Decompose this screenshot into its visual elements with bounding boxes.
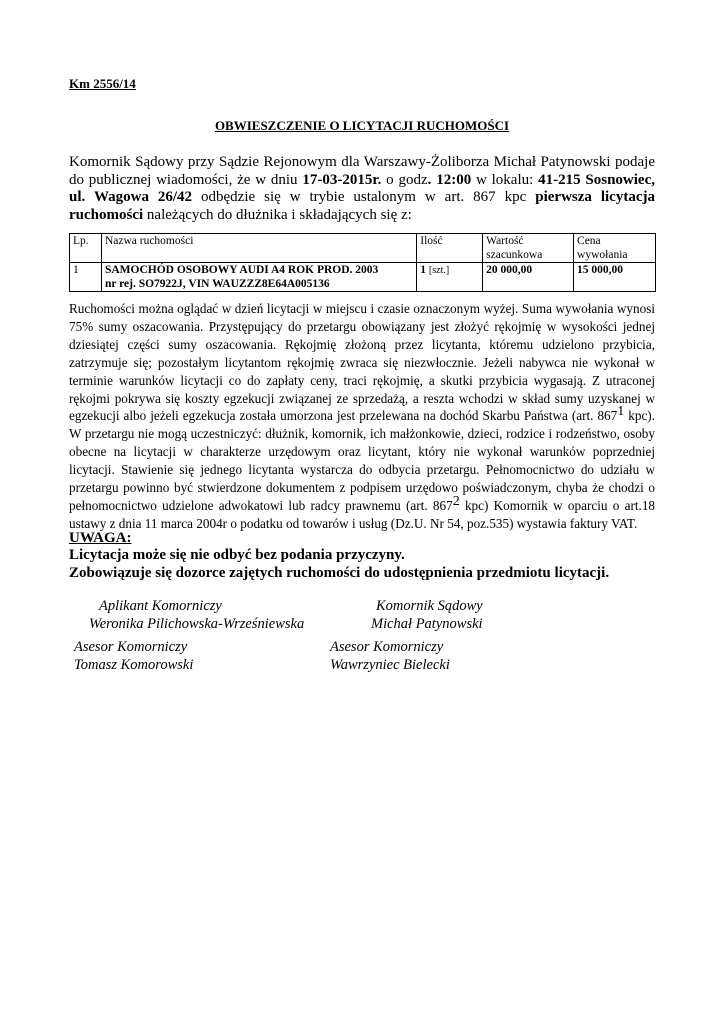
intro-text-4: w lokalu: bbox=[471, 171, 539, 188]
row-price: 15 000,00 bbox=[574, 263, 656, 292]
signature-name: Tomasz Komorowski bbox=[74, 657, 194, 673]
row-value: 20 000,00 bbox=[483, 263, 574, 292]
intro-text-6: należących do dłużnika i składających się z: bbox=[143, 206, 412, 223]
row-qty-unit: [szt.] bbox=[428, 265, 450, 276]
case-number: Km 2556/14 bbox=[69, 76, 136, 91]
header-value-line-1: Wartość bbox=[486, 235, 524, 247]
header-price-line-2: wywołania bbox=[577, 249, 628, 261]
notice-heading: UWAGA: bbox=[69, 530, 132, 546]
header-value-line-2: szacunkowa bbox=[486, 249, 543, 261]
intro-text-3: . bbox=[427, 171, 437, 188]
auction-type: pierwsza licytacja ruchomości bbox=[69, 189, 655, 223]
signature-role: Asesor Komorniczy bbox=[74, 639, 188, 655]
items-table bbox=[69, 233, 656, 292]
table-row bbox=[70, 263, 656, 292]
header-lp: Lp. bbox=[70, 234, 102, 263]
document-title: OBWIESZCZENIE O LICYTACJI RUCHOMOŚCI bbox=[214, 118, 510, 133]
header-value bbox=[483, 234, 574, 263]
signature-block bbox=[371, 597, 483, 633]
row-name-line-1: SAMOCHÓD OSOBOWY AUDI A4 ROK PROD. 2003 bbox=[104, 264, 379, 276]
intro-text-5: odbędzie się w trybie ustalonym w art. 867 kpc bbox=[192, 189, 536, 205]
terms-paragraph bbox=[69, 300, 655, 533]
terms-text-1: Ruchomości można oglądać w dzień licytacji w miejscu i czasie oznaczonym wyżej. Suma wywołania wynosi 75% sumy oszacowania. Przystępujący do przetargu obowiązany jest złożyć rękojmię w wysokości jednej dziesiątej części sumy oszacowania. Rękojmię złożoną przez licytanta, któremu udzielono przybicia, zatrzymuje się; pozostałym licytantom rękojmię zwraca się niezwłocznie. Jeżeli nabywca nie wykonał w terminie warunków licytacji co do zapłaty ceny, traci rękojmię, a skutki przybicia wygasają. Z utraconej rękojmi pokrywa się koszty egzekucji związanej ze sprzedażą, a reszta wchodzi w skład sumy uzyskanej w egzekucji albo jeżeli egzekucja została umorzona jest przelewana na dochód Skarbu Państwa (art. 867 bbox=[69, 301, 655, 424]
row-qty-value: 1 bbox=[420, 264, 427, 276]
header-name: Nazwa ruchomości bbox=[101, 234, 416, 263]
row-name-line-2: nr rej. SO7922J, VIN WAUZZZ8E64A005136 bbox=[104, 278, 330, 290]
terms-text-3: kpc) Komornik w oparciu o art.18 ustawy z dnia 11 marca 2004r o podatku od towarów i usług (Dz.U. Nr 54, poz.535) wystawia faktury VAT. bbox=[69, 497, 656, 531]
signature-role: Asesor Komorniczy bbox=[330, 639, 444, 655]
intro-text-1: Komornik Sądowy przy Sądzie Rejonowym dla Warszawy-Żoliborza Michał Patynowski podaje do publicznej wiadomości, że w dniu bbox=[69, 154, 655, 188]
article-superscript-2: 2 bbox=[452, 493, 460, 509]
intro-paragraph bbox=[69, 154, 655, 224]
signature-name: Wawrzyniec Bielecki bbox=[330, 657, 450, 673]
signature-name: Weronika Pilichowska-Wrześniewska bbox=[89, 616, 305, 632]
auction-location: 41-215 Sosnowiec, ul. Wagowa 26/42 bbox=[69, 171, 655, 205]
terms-text-2: kpc). W przetargu nie mogą uczestniczyć: dłużnik, komornik, ich małżonkowie, dzieci, rodzice i rodzeństwo, osoby obecne na licytacji w charakterze urzędowym oraz licytant, który nie wykonał warunków poprzedniej licytacji. Stawienie się jednego licytanta wystarcza do odbycia przetargu. Pełnomocnictwo do udziału w przetargu powinno być stwierdzone dokumentem z podpisem urzędowo poświadczonym, chyba że chodzi o pełnomocnictwo udzielone adwokatowi lub radcy prawnemu (art. 867 bbox=[69, 408, 655, 513]
signature-role: Komornik Sądowy bbox=[376, 598, 483, 614]
header-price-line-1: Cena bbox=[577, 235, 601, 247]
article-superscript-1: 1 bbox=[617, 404, 625, 420]
signature-name: Michał Patynowski bbox=[371, 616, 483, 632]
signature-block bbox=[330, 638, 450, 674]
intro-text-2: o godz bbox=[381, 171, 428, 188]
signature-block bbox=[74, 638, 193, 674]
row-name bbox=[101, 263, 416, 292]
notice-line-2: Zobowiązuje się dozorce zajętych ruchomości do udostępnienia przedmiotu licytacji. bbox=[69, 565, 610, 581]
auction-date: 17-03-2015r. bbox=[302, 171, 382, 188]
signature-block bbox=[89, 597, 305, 633]
notice-line-1: Licytacja może się nie odbyć bez podania przyczyny. bbox=[69, 547, 405, 563]
row-qty bbox=[417, 263, 483, 292]
signature-role: Aplikant Komorniczy bbox=[99, 598, 222, 614]
header-qty: Ilość bbox=[417, 234, 483, 263]
table-header-row bbox=[70, 234, 656, 263]
auction-time: 12:00 bbox=[436, 171, 472, 188]
header-price bbox=[574, 234, 656, 263]
row-lp: 1 bbox=[70, 263, 102, 292]
